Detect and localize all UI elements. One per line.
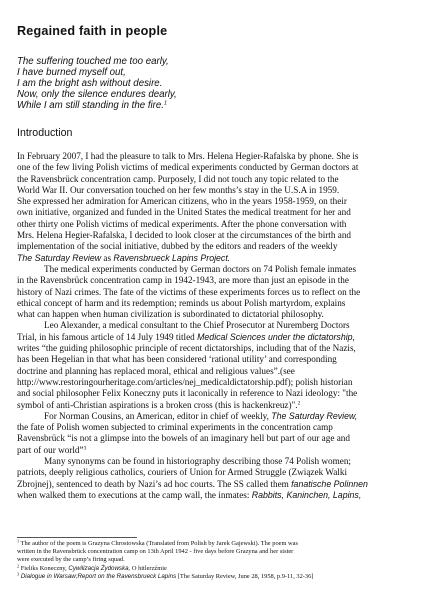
section-heading: Introduction <box>17 127 73 139</box>
paragraph-line: in the Ravensbrück concentration camp in 1942-1943, are more than just an episode in the <box>17 275 349 286</box>
paragraph-line: Many synonyms can be found in historiography describing those 74 Polish women; <box>44 456 351 467</box>
paragraph-line: doctrine and planning has replaced moral, ethical and religious values”.(see <box>17 365 295 376</box>
footnote-text: [The Saturday Review, June 28, 1958, p.9-11, 32-36] <box>176 572 314 580</box>
paragraph-line <box>17 479 413 490</box>
paragraph-line: World War II. Our conversation touched on her few months’s stay in the U.S.A in 1959. <box>17 184 340 195</box>
poem-line: I have burned myself out, <box>17 66 126 78</box>
italic-term: fanatische Polinnen <box>291 478 368 489</box>
footnote-line: were executed by the camp’s firing squad. <box>17 556 125 564</box>
plain-text: part of our world” <box>17 444 84 455</box>
plain-text: For Norman Cousins, an American, editor in chief of weekly, <box>44 410 272 421</box>
plain-text: Zbrojnej), sentenced to death by Nazi’s ad hoc courts. The SS called them <box>17 478 292 489</box>
body-text <box>17 151 413 501</box>
paragraph-line: In February 2007, I had the pleasure to talk to Mrs. Helena Hegier-Rafalska by phone. She is <box>17 151 359 161</box>
italic-title: Dialogue in Warsaw;Report on the Ravensbrueck Lapins <box>19 572 177 580</box>
footnote-text: The author of the poem is Grazyna Chrostowska (Translated from Polish by Jarek Gajewski). The poem was <box>19 540 298 547</box>
footnote-mark: 1 <box>17 538 20 544</box>
paragraph-line: other thirty one Polish victims of medical experiments. After the phone conversation with <box>17 218 347 229</box>
poem-line: I am the bright ash without desire. <box>17 77 163 89</box>
footnote-mark: 3 <box>83 445 87 452</box>
plain-text: when walked them to executions at the camp wall, the inmates: <box>17 489 252 500</box>
paragraph-line: and social philosopher Felix Koneczny puts it laconically in reference to Nazi ideology: "the <box>17 388 358 399</box>
footnote-text: Fieliks Koneczny, <box>19 564 69 572</box>
italic-term: Rabbits, Kaninchen, Lapins, <box>251 489 362 500</box>
paragraph-line <box>17 411 413 422</box>
paragraph-line: http://www.restoringourheritage.com/articles/nej_medicaldictatorship.pdf); polish historian <box>17 376 353 387</box>
poem-line: Now, only the silence endures dearly, <box>17 88 177 100</box>
plain-text: as <box>101 252 114 263</box>
italic-title: The Saturday Review, <box>271 410 358 421</box>
paragraph-line: what can happen when human civilization is subordinated to dictatorial philosophy. <box>17 309 324 320</box>
italic-title: Ravensbrueck Lapins Project. <box>113 252 231 263</box>
paragraph-line: patriots, deeply religious catholics, couriers of Union for Armed Struggle (Związek Walki <box>17 467 348 478</box>
poem-line-text: While I am still standing in the fire. <box>17 99 164 111</box>
footnote <box>17 573 417 581</box>
poem-line: The suffering touched me too early, <box>17 56 169 67</box>
paragraph-line: Leo Alexander, a medical consultant to the Chief Prosecutor at Nuremberg Doctors <box>44 320 350 331</box>
paragraph-line: implementation of the social initiative, dubbed by the editors and readers of the weekly <box>17 241 338 252</box>
italic-title: Cywilizacja Żydowska, <box>68 564 131 572</box>
plain-text: symbol of anti-Christian aspirations is a broken cross (this is hackenkreuz)". <box>17 399 298 410</box>
paragraph-line: writes “the guiding philosophic principle of recent dictatorships, including that of the Nazis, <box>17 343 356 354</box>
footnote-divider <box>17 537 137 538</box>
paragraph-line <box>17 445 413 456</box>
footnotes <box>17 540 417 581</box>
paragraph-line: ethical concept of harm and its redemption; reminds us about Polish martyrdom, explains <box>17 297 346 308</box>
paragraph-line: Mrs. Helena Hegier-Rafalska, I decided to look closer at the circumstances of the birth and <box>17 230 352 241</box>
poem-line <box>17 101 177 112</box>
paragraph-line <box>17 400 413 411</box>
paragraph-line <box>17 490 413 501</box>
footnote-mark: 1 <box>164 100 168 107</box>
page-title: Regained faith in people <box>17 24 168 38</box>
footnote-mark: 2 <box>297 400 301 407</box>
paragraph-line: one of the few living Polish victims of medical experiments conducted by German doctors at <box>17 162 359 173</box>
footnote-mark: 2 <box>17 563 20 569</box>
paragraph-line <box>17 332 413 343</box>
paragraph-line: the Ravensbrück concentration camp. Purposely, I did not touch any topic related to the <box>17 173 339 184</box>
poem-epigraph <box>17 57 177 112</box>
footnote-mark: 3 <box>17 571 20 577</box>
paragraph-line: Ravensbrück “is not a glimpse into the bowels of an imaginary hell but part of our age and <box>17 433 350 444</box>
paragraph-line <box>17 253 413 264</box>
paragraph-line: She expressed her admiration for American citizens, who in the years 1958-1959, on their <box>17 196 347 207</box>
footnote-text: O hitlerzźmie <box>130 564 167 572</box>
footnote <box>17 540 417 548</box>
paragraph-line: history of Nazi crimes. The fate of the victims of these experiments forces us to reflect on the <box>17 286 361 297</box>
italic-title: Medical Sciences under the dictatorship, <box>197 331 356 342</box>
italic-title: The Saturday Review <box>17 252 102 263</box>
footnote-line: written in the Ravensbrück concentration camp on 13th April 1942 - five days before Grazyna and her sister <box>17 548 294 556</box>
footnote <box>17 565 417 573</box>
plain-text: Trial, in his famous article of 14 July 1949 titled <box>17 331 198 342</box>
paragraph-line: own initiative, organized and funded in the United States the medical treatment for her and <box>17 207 351 218</box>
paragraph-line: has been Hegelian in that what has been considered ‘rational utility’ and corresponding <box>17 354 337 365</box>
paragraph-line: the fate of Polish women subjected to criminal experiments in the concentration camp <box>17 422 333 433</box>
paragraph-line: The medical experiments conducted by German doctors on 74 Polish female inmates <box>44 263 357 274</box>
